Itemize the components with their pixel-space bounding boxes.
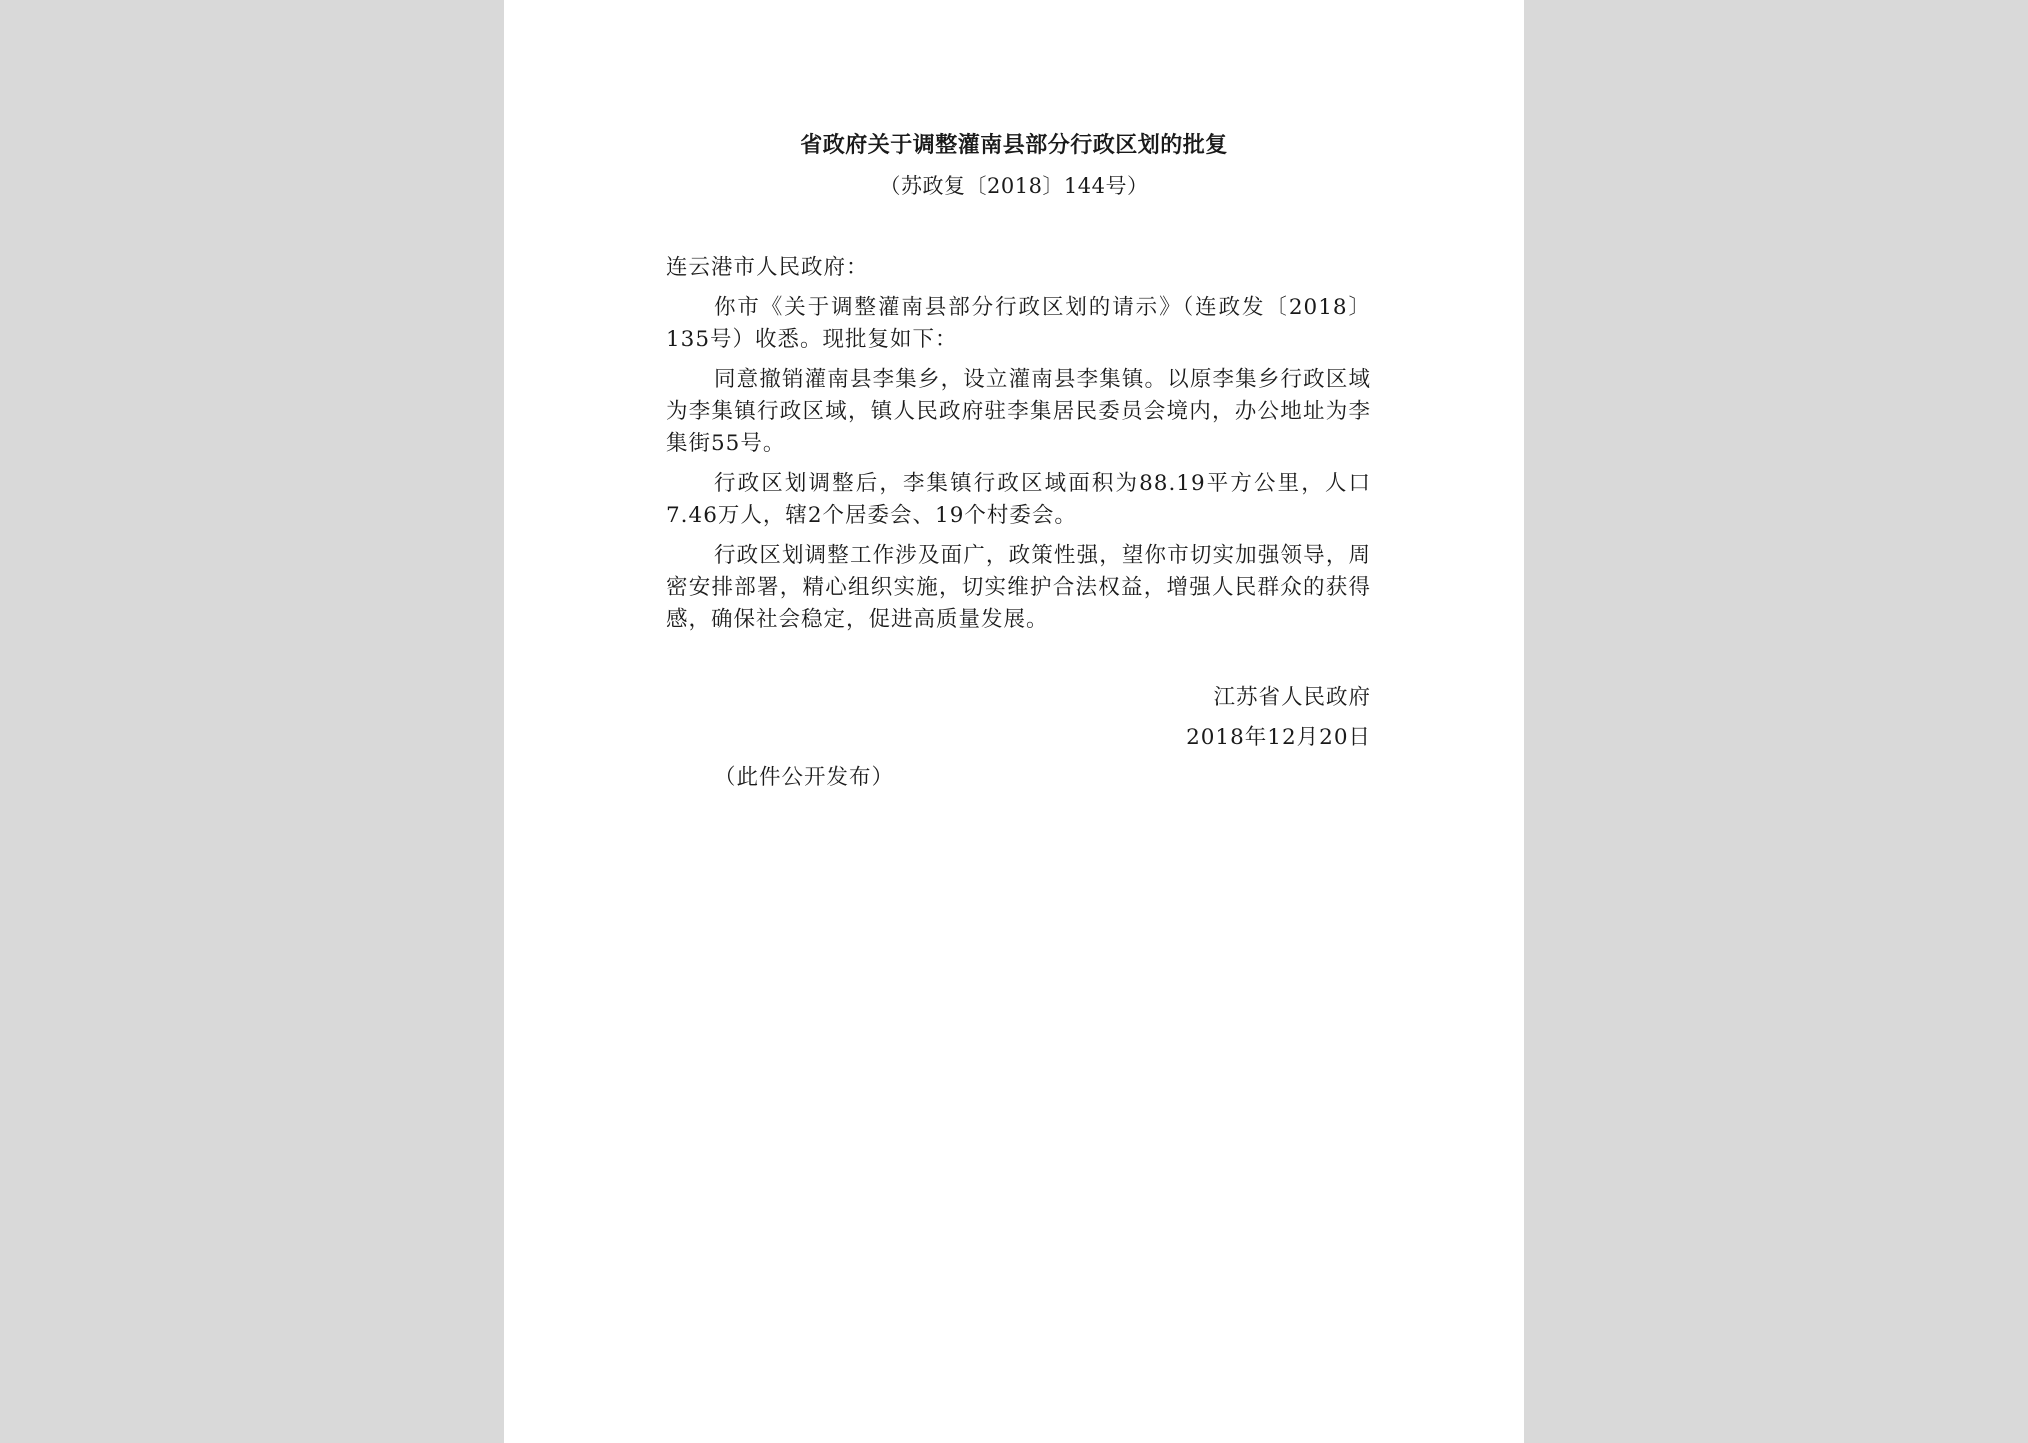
signature-date: 2018年12月20日 bbox=[1186, 725, 1371, 750]
publication-note: （此件公开发布） bbox=[714, 765, 895, 790]
document-title: 省政府关于调整灌南县部分行政区划的批复 bbox=[800, 132, 1228, 158]
document-page bbox=[504, 0, 1524, 1443]
document-number: （苏政复〔2018〕144号） bbox=[879, 174, 1149, 198]
addressee: 连云港市人民政府： bbox=[666, 255, 869, 280]
body-paragraph: 同意撤销灌南县李集乡，设立灌南县李集镇。以原李集乡行政区域为李集镇行政区域，镇人民政府驻李集居民委员会境内，办公地址为李集街55号。 bbox=[666, 367, 1371, 456]
body-paragraph: 行政区划调整工作涉及面广，政策性强，望你市切实加强领导，周密安排部署，精心组织实施，切实维护合法权益，增强人民群众的获得感，确保社会稳定，促进高质量发展。 bbox=[666, 543, 1371, 632]
body-paragraph: 你市《关于调整灌南县部分行政区划的请示》（连政发〔2018〕135号）收悉。现批复如下： bbox=[666, 295, 1371, 352]
signature-organization: 江苏省人民政府 bbox=[1213, 685, 1371, 710]
document-body bbox=[666, 252, 1371, 644]
body-paragraph: 行政区划调整后，李集镇行政区域面积为88.19平方公里，人口7.46万人，辖2个居委会、19个村委会。 bbox=[666, 471, 1371, 528]
